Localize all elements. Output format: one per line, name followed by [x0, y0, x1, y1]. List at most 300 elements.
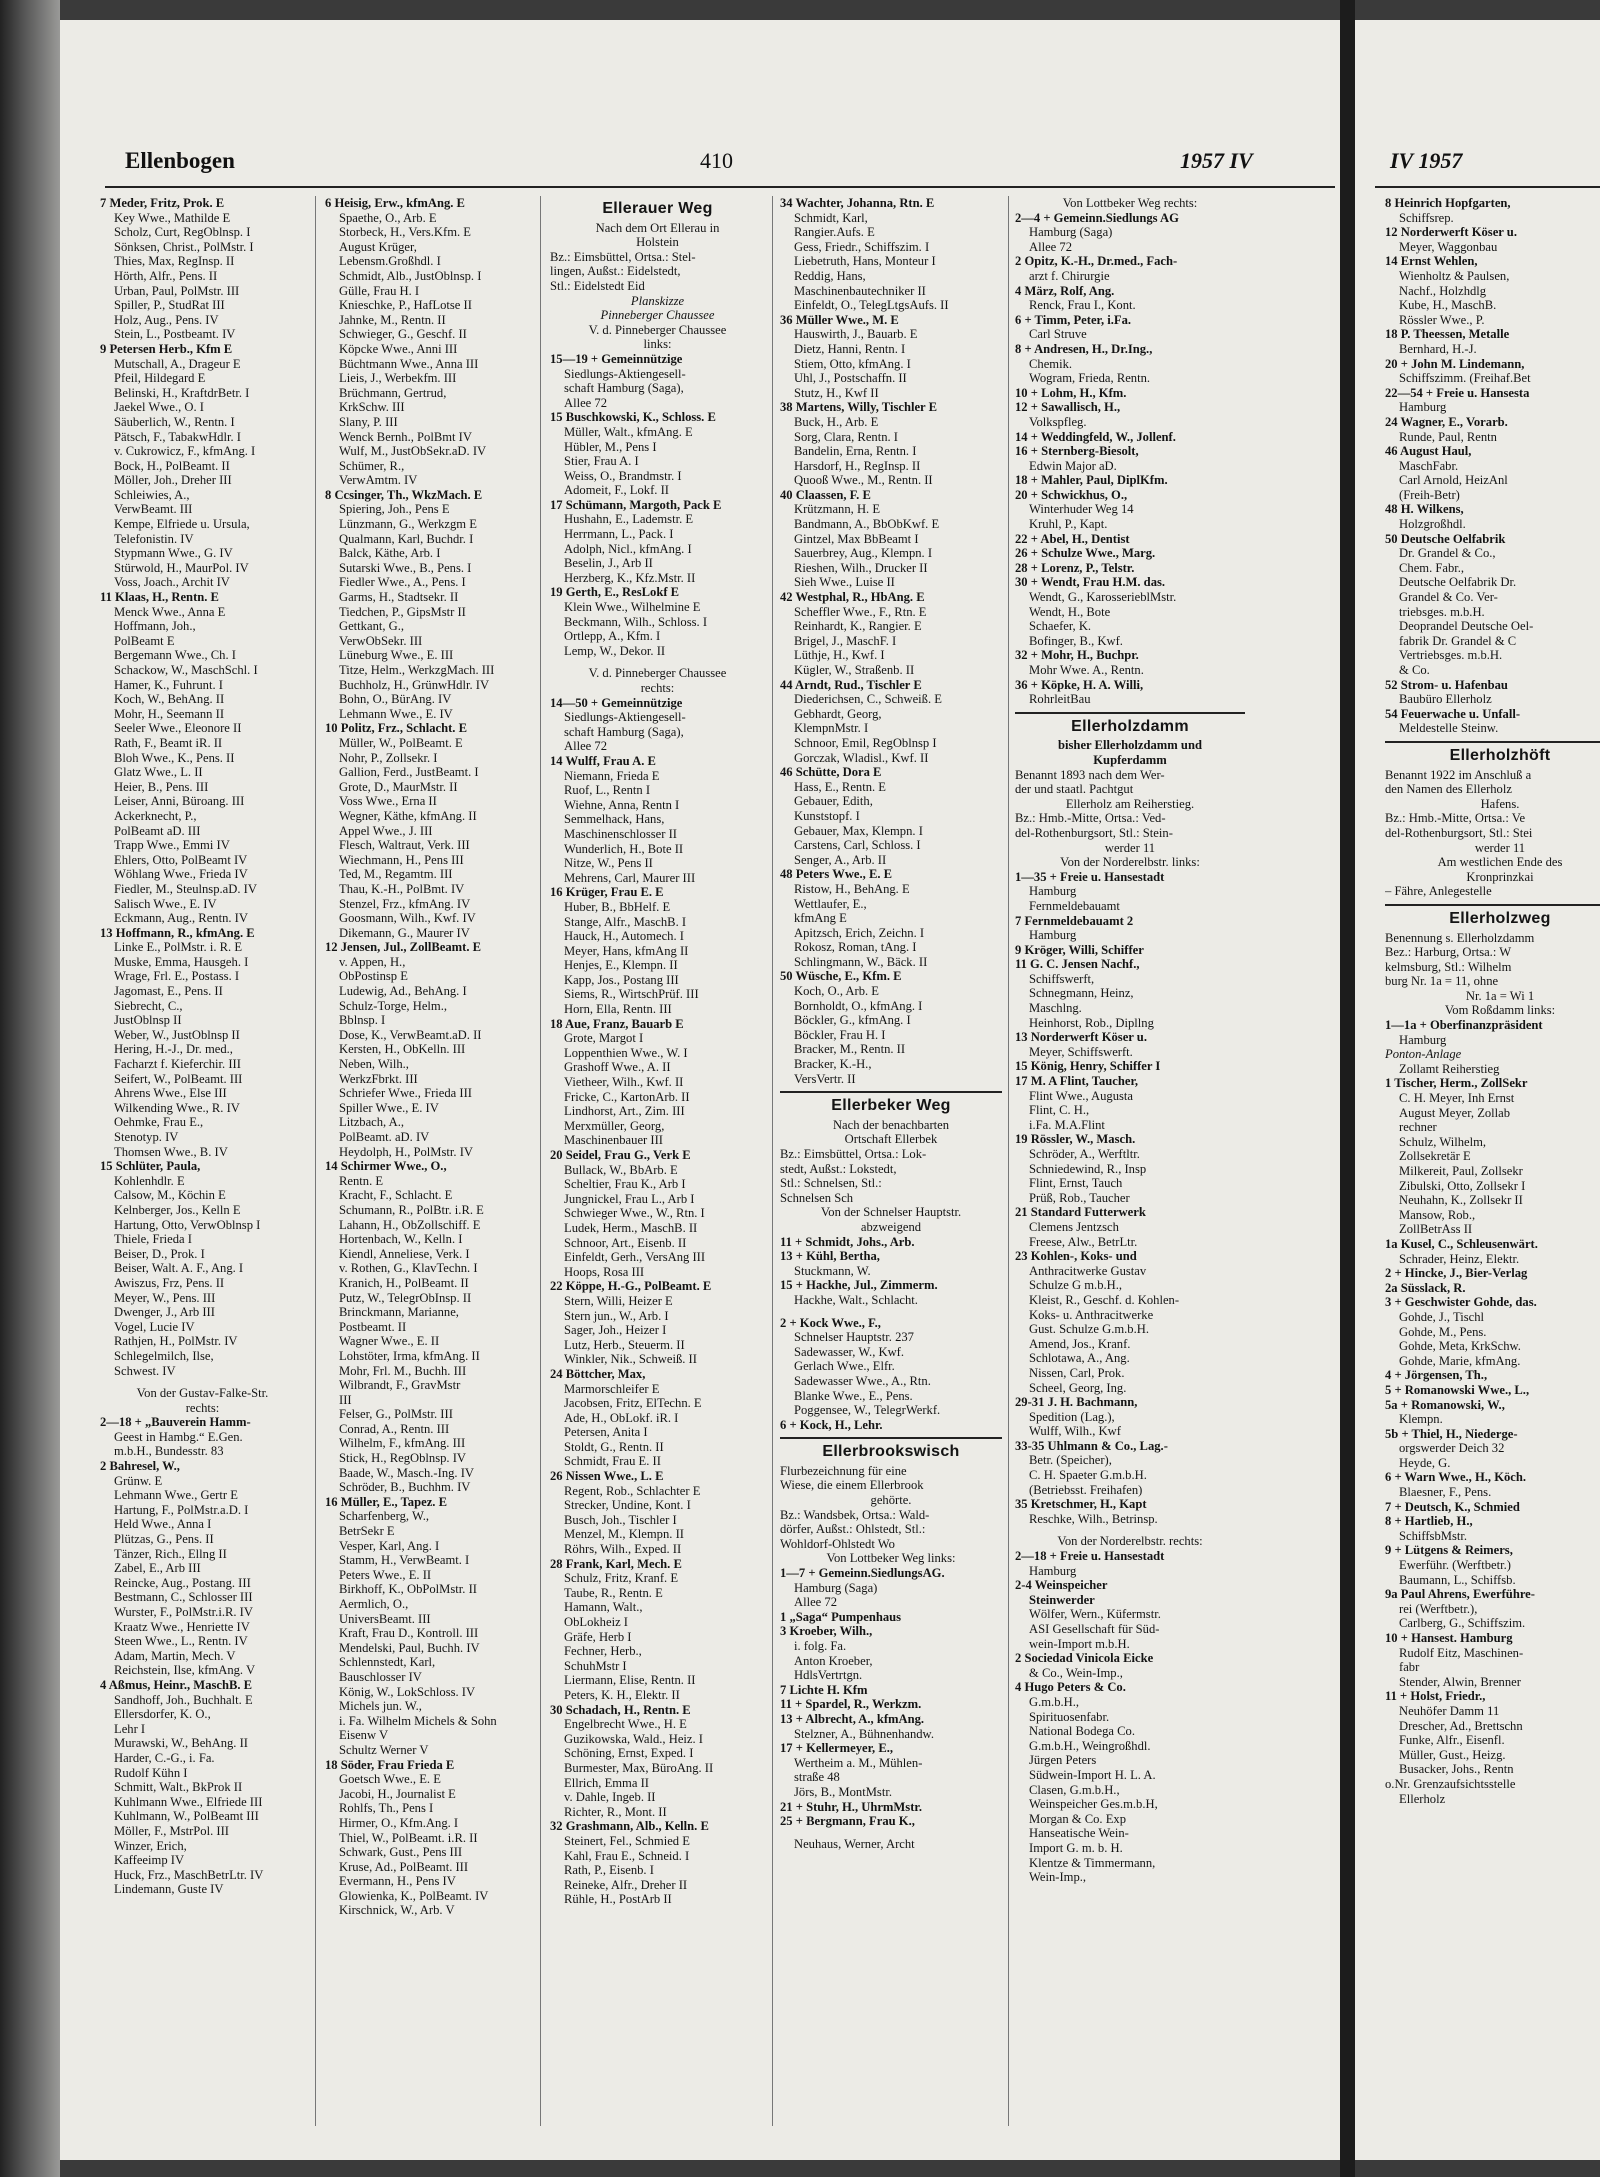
directory-entry: V. d. Pinneberger Chaussee — [588, 666, 727, 681]
directory-entry: Taube, R., Rentn. E — [564, 1585, 663, 1600]
directory-entry: Hörth, Alfr., Pens. II — [114, 268, 218, 283]
directory-entry: Hamburg — [1029, 928, 1077, 943]
directory-entry: Stamm, H., VerwBeamt. I — [339, 1553, 470, 1568]
directory-entry: stedt, Außst.: Lokstedt, — [780, 1161, 897, 1176]
directory-entry: Sandhoff, Joh., Buchhalt. E — [114, 1692, 253, 1707]
directory-entry: Mansow, Rob., — [1399, 1207, 1476, 1222]
directory-entry: Flint, Ernst, Tauch — [1029, 1176, 1123, 1191]
directory-entry: Gohde, M., Pens. — [1399, 1324, 1487, 1339]
directory-entry: 4 Aßmus, Heinr., MaschB. E — [100, 1677, 253, 1692]
directory-entry: Gohde, J., Tischl — [1399, 1309, 1485, 1324]
directory-entry: Schmidt, Frau E. II — [564, 1454, 661, 1469]
directory-entry: WerkzFbrkt. III — [339, 1071, 418, 1086]
directory-entry: Jaekel Wwe., O. I — [114, 400, 204, 415]
directory-entry: 23 Kohlen-, Koks- und — [1015, 1249, 1137, 1264]
directory-entry: Wagner Wwe., E. II — [339, 1334, 440, 1349]
directory-entry: Adomeit, F., Lokf. II — [564, 483, 669, 498]
directory-entry: 4 März, Rolf, Ang. — [1015, 283, 1115, 298]
directory-entry: Kunststopf. I — [794, 808, 860, 823]
page-year-volume: 1957 IV — [1180, 148, 1253, 173]
directory-entry: 11 G. C. Jensen Nachf., — [1015, 957, 1140, 972]
directory-entry: Spirituosenfabr. — [1029, 1709, 1110, 1724]
directory-entry: (Betriebsst. Freihafen) — [1029, 1482, 1143, 1497]
directory-entry: VerwBeamt. III — [114, 502, 193, 517]
directory-entry: Hering, H.-J., Dr. med., — [114, 1042, 233, 1057]
directory-entry: werder 11 — [1474, 840, 1526, 855]
directory-entry: ASI Gesellschaft für Süd- — [1029, 1622, 1160, 1636]
directory-entry: Stange, Alfr., MaschB. I — [564, 914, 687, 929]
directory-entry: Beiser, D., Prok. I — [114, 1246, 205, 1261]
directory-entry: National Bodega Co. — [1029, 1724, 1135, 1739]
directory-entry: Steinwerder — [1029, 1592, 1095, 1607]
directory-entry: Kaffeeimp IV — [114, 1853, 185, 1868]
directory-entry: ZollBetrAss II — [1399, 1222, 1473, 1237]
directory-entry: 7 Lichte H. Kfm — [780, 1682, 868, 1697]
directory-entry: G.m.b.H., Weingroßhdl. — [1029, 1738, 1151, 1753]
directory-entry: C. H. Spaeter G.m.b.H. — [1029, 1468, 1147, 1483]
directory-entry: 32 Grashmann, Alb., Kelln. E — [550, 1819, 709, 1834]
directory-entry: 15 Schlüter, Paula, — [100, 1159, 201, 1174]
directory-entry: 18 P. Theessen, Metalle — [1385, 327, 1510, 342]
directory-entry: Carl Arnold, HeizAnl — [1399, 473, 1508, 488]
directory-entry: burg Nr. 1a = 11, ohne — [1385, 974, 1499, 989]
directory-entry: Sauerbrey, Aug., Klempn. I — [794, 546, 933, 561]
directory-entry: Wilbrandt, F., GravMstr — [339, 1378, 461, 1393]
directory-entry: PolBeamt E — [114, 633, 175, 648]
directory-entry: Scholz, Curt, RegOblnsp. I — [114, 225, 251, 240]
directory-entry: Thiel, W., PolBeamt. i.R. II — [339, 1830, 478, 1845]
directory-entry: 14 Wulff, Frau A. E — [550, 753, 656, 768]
directory-entry: Appel Wwe., J. III — [339, 823, 433, 838]
directory-entry: 52 Strom- u. Hafenbau — [1385, 677, 1508, 692]
directory-entry: Schnelser Hauptstr. 237 — [794, 1330, 914, 1345]
directory-entry: 7 Fernmeldebauamt 2 — [1015, 913, 1134, 928]
directory-entry: Möller, F., MstrPol. III — [114, 1823, 229, 1838]
column-4 — [780, 196, 1002, 1851]
directory-entry: Nach dem Ort Ellerau in — [595, 220, 720, 235]
directory-entry: 14 Schirmer Wwe., O., — [325, 1159, 447, 1174]
directory-entry: Grote, Margot I — [564, 1031, 644, 1046]
directory-entry: Tiedchen, P., GipsMstr II — [339, 604, 466, 619]
directory-entry: Nohr, P., Zollsekr. I — [339, 750, 438, 765]
directory-entry: Benennung s. Ellerholzdamm — [1385, 930, 1535, 945]
directory-entry: Anthracitwerke Gustav — [1029, 1263, 1147, 1278]
street-heading: Ellerbeker Weg — [831, 1097, 951, 1115]
directory-entry: Rokosz, Roman, tAng. I — [794, 940, 917, 955]
directory-entry: Dr. Grandel & Co., — [1399, 546, 1496, 561]
directory-entry: ObPostinsp E — [339, 969, 408, 984]
directory-entry: Bestmann, C., Schlosser III — [114, 1590, 253, 1605]
directory-entry: Urban, Paul, PolMstr. III — [114, 283, 240, 298]
right-column — [1385, 196, 1600, 1806]
directory-entry: Allee 72 — [1029, 239, 1073, 254]
directory-entry: 11 + Holst, Friedr., — [1385, 1689, 1486, 1704]
directory-entry: Gess, Friedr., Schiffszim. I — [794, 239, 930, 254]
directory-entry: Scheltier, Frau K., Arb I — [564, 1177, 686, 1192]
directory-entry: triebsges. m.b.H. — [1399, 604, 1485, 619]
directory-entry: 30 Schadach, H., Rentn. E — [550, 1702, 691, 1717]
directory-entry: Neuhöfer Damm 11 — [1399, 1703, 1500, 1718]
directory-entry: Zollamt Reiherstieg — [1399, 1061, 1500, 1076]
directory-entry: 2—4 + Gemeinn.Siedlungs AG — [1015, 210, 1179, 225]
directory-entry: 1—7 + Gemeinn.SiedlungsAG. — [780, 1566, 945, 1581]
directory-entry: Schröder, A., Werftltr. — [1029, 1147, 1140, 1161]
directory-entry: Hamburg — [1399, 1032, 1447, 1047]
directory-entry: Stein, L., Postbeamt. IV — [114, 327, 236, 342]
directory-entry: König, W., LokSchloss. IV — [339, 1684, 476, 1699]
directory-entry: Schlegelmilch, Ilse, — [114, 1348, 214, 1363]
directory-entry: Lemp, W., Dekor. II — [564, 643, 666, 658]
directory-entry: rechts: — [640, 681, 675, 695]
directory-entry: Spaethe, O., Arb. E — [339, 210, 437, 225]
directory-entry: 33-35 Uhlmann & Co., Lag.- — [1015, 1438, 1168, 1453]
directory-entry: 8 + Andresen, H., Dr.Ing., — [1015, 341, 1153, 356]
directory-entry: Nach der benachbarten — [832, 1117, 950, 1132]
directory-entry: 22 Köppe, H.-G., PolBeamt. E — [550, 1279, 712, 1294]
directory-entry: Gintzel, Max BbBeamt I — [794, 531, 919, 546]
directory-entry: Heydolph, H., PolMstr. IV — [339, 1144, 473, 1159]
directory-entry: Heinhorst, Rob., Dipllng — [1029, 1015, 1154, 1030]
directory-entry: Linke E., PolMstr. i. R. E — [114, 940, 243, 955]
directory-entry: Wein-Imp., — [1029, 1870, 1087, 1885]
directory-entry: Jörs, B., MontMstr. — [794, 1784, 892, 1799]
directory-entry: Schniedewind, R., Insp — [1029, 1161, 1147, 1176]
directory-entry: 4 Hugo Peters & Co. — [1015, 1680, 1126, 1695]
directory-entry: Bez.: Harburg, Ortsa.: W — [1385, 945, 1512, 960]
directory-entry: Bracker, K.-H., — [794, 1057, 872, 1072]
street-heading: Ellerauer Weg — [602, 200, 713, 217]
directory-entry: Voss, Joach., Archit IV — [114, 575, 230, 590]
directory-entry: Kirschnick, W., Arb. V — [339, 1903, 455, 1918]
directory-entry: 36 + Köpke, H. A. Willi, — [1015, 677, 1144, 692]
directory-entry: Baumann, L., Schiffsb. — [1399, 1572, 1516, 1587]
directory-entry: Thiele, Frieda I — [114, 1232, 192, 1247]
directory-entry: Steen Wwe., L., Rentn. IV — [114, 1634, 248, 1649]
directory-entry: Gülle, Frau H. I — [339, 283, 420, 298]
directory-entry: rechts: — [185, 1400, 220, 1415]
directory-entry: Peters Wwe., E. II — [339, 1567, 432, 1582]
spacer — [780, 1308, 1002, 1316]
directory-entry: KlempnMstr. I — [794, 721, 869, 736]
directory-entry: Gebauer, Max, Klempn. I — [794, 823, 923, 838]
directory-entry: Hauswirth, J., Bauarb. E — [794, 327, 918, 342]
directory-entry: Hamburg — [1029, 1563, 1077, 1578]
directory-entry: 36 Müller Wwe., M. E — [780, 312, 899, 327]
directory-entry: Röhrs, Wilh., Exped. II — [564, 1542, 682, 1557]
directory-entry: 29-31 J. H. Bachmann, — [1015, 1395, 1138, 1410]
book-gutter — [1340, 0, 1355, 2177]
directory-entry: Baubüro Ellerholz — [1399, 692, 1492, 707]
directory-entry: 50 Wüsche, E., Kfm. E — [780, 969, 902, 984]
directory-entry: ObLokheiz I — [564, 1615, 628, 1629]
directory-entry: 16 Krüger, Frau E. E — [550, 885, 664, 900]
directory-entry: Peters, K. H., Elektr. II — [564, 1687, 680, 1702]
directory-entry: PolBeamt. aD. IV — [339, 1130, 430, 1144]
directory-entry: Maschinenschlosser II — [564, 826, 677, 841]
directory-entry: Stick, H., RegOblnsp. IV — [339, 1451, 466, 1466]
directory-entry: Deoprandel Deutsche Oel- — [1399, 619, 1534, 634]
directory-entry: Import G. m. b. H. — [1029, 1840, 1123, 1855]
directory-entry: Stuckmann, W. — [794, 1263, 871, 1278]
directory-entry: 15 König, Henry, Schiffer I — [1015, 1059, 1161, 1074]
directory-entry: 2 Opitz, K.-H., Dr.med., Fach- — [1015, 254, 1178, 269]
directory-entry: Kranich, H., PolBeamt. II — [339, 1275, 469, 1290]
directory-entry: Milkereit, Paul, Zollsekr — [1399, 1164, 1523, 1178]
directory-entry: Hortenbach, W., Kelln. I — [339, 1232, 463, 1247]
directory-entry: Winkler, Nik., Schweiß. II — [564, 1352, 697, 1367]
directory-entry: Seeler Wwe., Eleonore II — [114, 721, 242, 736]
directory-entry: 19 Rössler, W., Masch. — [1015, 1132, 1136, 1147]
directory-entry: Rühle, H., PostArb II — [564, 1892, 672, 1907]
directory-entry: Schnegmann, Heinz, — [1029, 986, 1134, 1001]
directory-entry: Lohstöter, Irma, kfmAng. II — [339, 1348, 480, 1363]
directory-entry: Burmester, Max, BüroAng. II — [564, 1760, 714, 1775]
directory-entry: Prüß, Rob., Taucher — [1029, 1190, 1130, 1205]
directory-entry: SchiffsbMstr. — [1399, 1528, 1467, 1543]
directory-entry: Hartung, Otto, VerwOblnsp I — [114, 1217, 261, 1232]
left-page — [60, 20, 1340, 2160]
directory-entry: Lüthje, H., Kwf. I — [794, 648, 885, 663]
directory-entry: 50 Deutsche Oelfabrik — [1385, 531, 1506, 546]
directory-entry: 1 „Saga“ Pumpenhaus — [780, 1609, 902, 1624]
directory-entry: Adam, Martin, Mech. V — [114, 1648, 236, 1663]
directory-entry: 6 + Kock, H., Lehr. — [780, 1417, 883, 1432]
directory-entry: VerwObSekr. III — [339, 633, 423, 648]
directory-entry: Schleiwies, A., — [114, 487, 190, 502]
directory-entry: Stl.: Schnelsen, Stl.: — [780, 1176, 882, 1191]
directory-entry: Carlberg, G., Schiffszim. — [1399, 1616, 1526, 1631]
directory-entry: Felser, G., PolMstr. III — [339, 1407, 453, 1422]
directory-entry: Buchholz, H., GrünwHdlr. IV — [339, 677, 490, 692]
directory-entry: August Meyer, Zollab — [1399, 1105, 1511, 1120]
directory-entry: Held Wwe., Anna I — [114, 1517, 212, 1532]
directory-entry: Kiendl, Anneliese, Verk. I — [339, 1246, 470, 1261]
directory-entry: Plützas, G., Pens. II — [114, 1532, 214, 1547]
directory-entry: Schulze G m.b.H., — [1029, 1278, 1123, 1293]
directory-entry: MaschFabr. — [1399, 458, 1459, 473]
directory-entry: i. folg. Fa. — [794, 1639, 847, 1653]
directory-entry: 46 Schütte, Dora E — [780, 765, 882, 780]
directory-entry: Voss Wwe., Erna II — [339, 794, 437, 809]
directory-entry: Jürgen Peters — [1029, 1753, 1097, 1768]
directory-entry: Wulff, Wilh., Kwf — [1029, 1424, 1121, 1439]
directory-entry: Kube, H., MaschB. — [1399, 298, 1497, 313]
street-heading: Ellerbrookswisch — [822, 1443, 960, 1461]
directory-entry: Neuhahn, K., Zollsekr II — [1399, 1193, 1523, 1208]
directory-entry: Benannt 1922 im Anschluß a — [1385, 767, 1532, 782]
directory-entry: 2 + Kock Wwe., F., — [780, 1315, 881, 1330]
directory-entry: Jahnke, M., Rentn. II — [339, 312, 446, 327]
directory-entry: Stier, Frau A. I — [564, 454, 639, 469]
directory-entry: Von der Gustav-Falke-Str. — [136, 1386, 269, 1401]
directory-entry: Bracker, M., Rentn. II — [794, 1042, 906, 1057]
directory-entry: Schrader, Heinz, Elektr. — [1399, 1251, 1520, 1266]
section-rule — [1385, 904, 1600, 906]
directory-entry: 35 Kretschmer, H., Kapt — [1015, 1497, 1147, 1512]
directory-entry: Beselin, J., Arb II — [564, 556, 653, 571]
directory-entry: Stern, Willi, Heizer E — [564, 1293, 673, 1308]
directory-entry: 32 + Mohr, H., Buchpr. — [1015, 648, 1139, 663]
directory-entry: Klein Wwe., Wilhelmine E — [564, 600, 701, 615]
directory-entry: 13 Norderwerft Köser u. — [1015, 1030, 1147, 1045]
directory-entry: 13 Hoffmann, R., kfmAng. E — [100, 925, 255, 940]
directory-entry: Weiss, O., Brandmstr. I — [564, 468, 682, 483]
directory-entry: Poggensee, W., TelegrWerkf. — [794, 1403, 941, 1418]
directory-entry: schaft Hamburg (Saga), — [564, 381, 684, 396]
directory-entry: Kronprinzkai — [1466, 869, 1534, 884]
directory-entry: Schlingmann, W., Bäck. II — [794, 954, 928, 969]
directory-entry: Stenzel, Frz., kfmAng. IV — [339, 896, 471, 911]
directory-entry: 20 + John M. Lindemann, — [1385, 356, 1525, 371]
directory-entry: Runde, Paul, Rentn — [1399, 429, 1497, 444]
directory-entry: Storbeck, H., Vers.Kfm. E — [339, 225, 471, 240]
directory-entry: – Fähre, Anlegestelle — [1385, 884, 1492, 899]
directory-entry: Engelbrecht Wwe., H. E — [564, 1717, 687, 1732]
directory-entry: Neuhaus, Werner, Archt — [794, 1836, 915, 1851]
directory-entry: 18 Söder, Frau Frieda E — [325, 1757, 455, 1772]
directory-entry: G.m.b.H., — [1029, 1694, 1080, 1709]
directory-entry: fabrik Dr. Grandel & C — [1399, 633, 1517, 648]
directory-entry: 16 + Sternberg-Biesolt, — [1015, 444, 1139, 459]
directory-entry: Litzbach, A., — [339, 1115, 405, 1130]
directory-entry: Flurbezeichnung für eine — [780, 1463, 907, 1478]
directory-entry: Schmitt, Walt., BkProk II — [114, 1780, 243, 1795]
directory-entry: Kempe, Elfriede u. Ursula, — [114, 517, 250, 532]
directory-entry: Ewerführ. (Werftbetr.) — [1399, 1558, 1511, 1573]
directory-entry: Mohr Wwe. A., Rentn. — [1029, 663, 1144, 677]
directory-entry: 2a Süsslack, R. — [1385, 1280, 1466, 1295]
directory-entry: Krützmann, H. E — [794, 502, 881, 517]
directory-entry: links: — [643, 337, 672, 352]
directory-entry: 15 + Hackhe, Jul., Zimmerm. — [780, 1278, 938, 1293]
directory-entry: 9 Petersen Herb., Kfm E — [100, 341, 233, 356]
directory-entry: Pinneberger Chaussee — [600, 308, 715, 323]
directory-entry: Wiechmann, H., Pens III — [339, 852, 464, 867]
directory-entry: Schöning, Ernst, Exped. I — [564, 1746, 694, 1761]
directory-entry: Wendt, G., KarosserieblMstr. — [1029, 590, 1177, 605]
directory-entry: Pfeil, Hildegard E — [114, 371, 206, 386]
directory-entry: Vesper, Karl, Ang. I — [339, 1538, 440, 1553]
directory-entry: Quooß Wwe., M., Rentn. II — [794, 473, 933, 488]
street-heading: Ellerholzhöft — [1449, 746, 1551, 764]
directory-entry: Lieis, J., Werbekfm. III — [339, 371, 457, 386]
directory-entry: Schnelsen Sch — [780, 1190, 854, 1205]
directory-entry: Trapp Wwe., Emmi IV — [114, 838, 230, 853]
directory-entry: Schröder, B., Buchhm. IV — [339, 1480, 471, 1495]
directory-entry: 2 + Hincke, J., Bier-Verlag — [1385, 1266, 1528, 1281]
directory-entry: Ellerholz — [1399, 1791, 1446, 1806]
directory-entry: V. d. Pinneberger Chaussee — [588, 322, 727, 337]
directory-entry: Loppenthien Wwe., W. I — [564, 1045, 688, 1060]
directory-entry: 16 Müller, E., Tapez. E — [325, 1494, 447, 1509]
directory-entry: Böckler, Frau H. I — [794, 1027, 886, 1042]
directory-entry: Leiser, Anni, Büroang. III — [114, 794, 245, 809]
directory-entry: 1—35 + Freie u. Hansestadt — [1015, 869, 1165, 884]
directory-entry: Bz.: Wandsbek, Ortsa.: Wald- — [780, 1507, 930, 1522]
directory-entry: Wertheim a. M., Mühlen- — [794, 1755, 923, 1770]
spacer — [550, 658, 765, 666]
directory-entry: 46 August Haul, — [1385, 444, 1472, 459]
directory-entry: Fiedler Wwe., A., Pens. I — [339, 575, 466, 590]
directory-entry: schaft Hamburg (Saga), — [564, 724, 684, 739]
directory-entry: del-Rothenburgsort, Stl.: Stei — [1385, 825, 1533, 840]
directory-entry: Qualmann, Karl, Buchdr. I — [339, 531, 474, 546]
directory-entry: Sönksen, Christ., PolMstr. I — [114, 239, 254, 254]
directory-entry: Lindemann, Guste IV — [114, 1882, 224, 1897]
directory-entry: Glatz Wwe., L. II — [114, 765, 203, 780]
directory-entry: Gebauer, Edith, — [794, 794, 873, 809]
directory-entry: Nitze, W., Pens II — [564, 856, 653, 871]
section-rule — [1015, 712, 1245, 714]
directory-entry: 17 + Kellermeyer, E., — [780, 1741, 894, 1756]
directory-entry: Pätsch, F., TabakwHdlr. I — [114, 429, 241, 444]
directory-entry: Zibulski, Otto, Zollsekr I — [1399, 1178, 1526, 1193]
directory-entry: 9a Paul Ahrens, Ewerführe- — [1385, 1587, 1535, 1602]
directory-entry: werder 11 — [1104, 840, 1156, 855]
directory-entry: Wiese, die einem Ellerbrook — [780, 1478, 924, 1493]
directory-entry: 28 + Lorenz, P., Telstr. — [1015, 560, 1135, 575]
directory-entry: Wogram, Frieda, Rentn. — [1029, 371, 1151, 386]
directory-entry: Lindhorst, Art., Zim. III — [564, 1104, 685, 1119]
directory-entry: Balck, Käthe, Arb. I — [339, 546, 441, 561]
directory-entry: Wurster, F., PolMstr.i.R. IV — [114, 1605, 253, 1619]
directory-entry: Schnoor, Art., Eisenb. II — [564, 1235, 687, 1250]
directory-entry: Allee 72 — [794, 1595, 838, 1610]
directory-entry: Holzgroßhdl. — [1399, 517, 1466, 532]
directory-entry: v. Dahle, Ingeb. II — [564, 1790, 656, 1805]
directory-entry: Harsdorf, H., RegInsp. II — [794, 458, 921, 473]
directory-entry: Gorczak, Wladisl., Kwf. II — [794, 750, 929, 765]
directory-entry: Knieschke, P., HafLotse II — [339, 298, 472, 313]
directory-entry: 10 + Hansest. Hamburg — [1385, 1631, 1513, 1645]
directory-entry: Thomsen Wwe., B. IV — [114, 1144, 228, 1159]
directory-entry: Bornholdt, O., kfmAng. I — [794, 998, 923, 1013]
directory-entry: Adolph, Nicl., kfmAng. I — [564, 541, 692, 556]
section-rule — [1385, 741, 1600, 743]
directory-entry: Lutz, Herb., Steuerm. II — [564, 1337, 685, 1352]
directory-entry: Siems, R., WirtschPrüf. III — [564, 987, 699, 1002]
directory-entry: JustOblnsp II — [114, 1013, 182, 1028]
directory-entry: 5a + Romanowski, W., — [1385, 1397, 1505, 1412]
directory-entry: Kracht, F., Schlacht. E — [339, 1188, 453, 1203]
street-heading: Ellerholzdamm — [1071, 717, 1189, 735]
directory-entry: Reddig, Hans, — [794, 268, 866, 283]
directory-entry: Ellrich, Emma II — [564, 1775, 649, 1790]
directory-entry: Tänzer, Rich., Ellng II — [114, 1546, 227, 1561]
directory-entry: 2 Bahresel, W., — [100, 1459, 180, 1474]
directory-entry: Fricke, C., KartonArb. II — [564, 1089, 690, 1104]
directory-entry: C. H. Meyer, Inh Ernst — [1399, 1091, 1515, 1106]
directory-entry: 18 + Mahler, Paul, DiplKfm. — [1015, 473, 1168, 488]
directory-entry: Siebrecht, C., — [114, 998, 183, 1013]
directory-entry: Horn, Ella, Rentn. III — [564, 1002, 672, 1017]
directory-entry: Lehmann Wwe., E. IV — [339, 706, 453, 721]
directory-entry: Flint, C. H., — [1029, 1103, 1090, 1118]
directory-entry: Meldestelle Steinw. — [1399, 721, 1499, 736]
directory-entry: Kuhlmann Wwe., Elfriede III — [114, 1794, 263, 1809]
directory-entry: Hauck, H., Automech. I — [564, 929, 684, 944]
directory-entry: Kruse, Ad., PolBeamt. III — [339, 1859, 469, 1874]
directory-entry: 13 + Kühl, Bertha, — [780, 1249, 880, 1264]
section-rule — [780, 1091, 1002, 1093]
directory-entry: Menck Wwe., Anna E — [114, 604, 226, 619]
directory-entry: Diederichsen, C., Schweiß. E — [794, 692, 942, 707]
directory-entry: 54 Feuerwache u. Unfall- — [1385, 706, 1521, 721]
directory-entry: Huber, B., BbHelf. E — [564, 899, 671, 914]
directory-entry: Siedlungs-Aktiengesell- — [564, 710, 686, 725]
directory-entry: Evermann, H., Pens IV — [339, 1874, 456, 1889]
directory-entry: Kruhl, P., Kapt. — [1029, 517, 1108, 532]
